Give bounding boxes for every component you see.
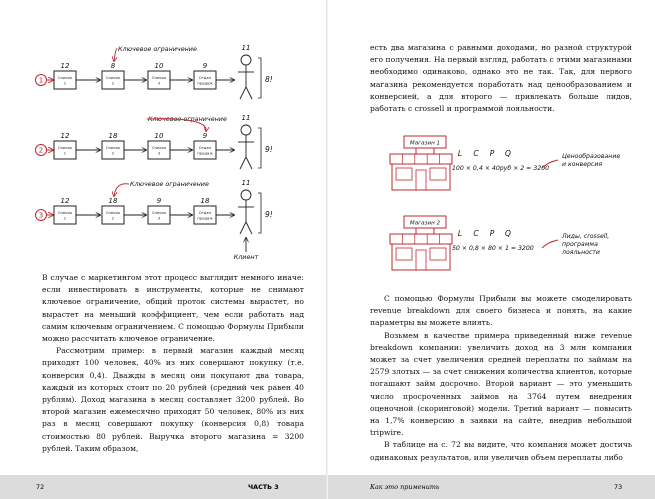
person-leg xyxy=(240,87,246,99)
process-box-label: Отдел xyxy=(198,75,212,80)
running-title: Как это применить xyxy=(370,483,440,491)
process-box-label: 2 xyxy=(111,150,115,156)
final-value: 11 xyxy=(241,179,251,187)
result-bracket xyxy=(258,128,261,168)
right-paragraph-3: Возьмем в качестве примера приведенный ниже revenue breakdown компании: увеличить доход на 3 млн компания может за счет увеличения средней переплаты по займам на 2579 злотых — за счет снижения количества клиентов, которые погашают займ досрочно. Второй вариант — это уменьшить число просроченных займов на 3764 путем внедрения оценочной (скоринговой) модели. Третий вариант — повысить на 1,7% конверсию в заявки на сайте, внедрив небольшой tripwire. xyxy=(370,330,632,438)
process-box-label: Список xyxy=(105,145,121,150)
right-bottom-text xyxy=(370,293,632,464)
process-box-value: 10 xyxy=(154,132,164,140)
section-title: ЧАСТЬ 3 xyxy=(248,483,279,491)
person-head xyxy=(241,190,251,200)
person-leg xyxy=(246,87,252,99)
process-box-label: 3 xyxy=(157,80,161,86)
store-note: лояльности xyxy=(562,249,600,256)
page-number-right: 73 xyxy=(614,483,623,491)
process-box-label: 1 xyxy=(63,150,67,156)
constraint-arrow xyxy=(114,49,117,61)
store-awning xyxy=(390,234,452,244)
formula-letter: Q xyxy=(505,149,511,158)
right-footer xyxy=(328,475,655,499)
stores-illustration xyxy=(328,126,655,284)
process-box-label: Список xyxy=(151,75,167,80)
process-box-value: 18 xyxy=(108,197,118,205)
process-box-label: Список xyxy=(105,75,121,80)
process-box-value: 8 xyxy=(110,62,116,70)
process-box-value: 9 xyxy=(202,62,208,70)
process-box-value: 12 xyxy=(60,62,70,70)
process-box-value: 10 xyxy=(154,62,164,70)
row-label: 2 xyxy=(38,146,44,155)
right-paragraph-2: С помощью Формулы Прибыли вы можете смоделировать revenue breakdown для своего бизнеса и понять, на какие параметры вы можете влиять. xyxy=(370,294,632,328)
process-box-label: Список xyxy=(151,210,167,215)
left-footer xyxy=(0,475,327,499)
left-paragraph-2: Рассмотрим пример: в первый магазин каждый месяц приходят 100 человек, 40% из них совершают покупку (т.е. конверсия 0,4). Дважды в месяц они покупают два товара, каждый из которых стоит по 20 рублей (средний чек равен 40 рублям). Доход магазина в месяц составляет 3200 рублей. Во второй магазин ежемесячно приходят 50 человек, 80% из них раз в месяц совершают покупку (конверсия 0,8) товара стоимостью 80 рублей. Выручка второго магазина = 3200 рублей. Таким образом, xyxy=(42,346,304,453)
formula-letter: P xyxy=(489,229,495,238)
person-leg xyxy=(246,157,252,169)
process-box-label: Список xyxy=(105,210,121,215)
right-page xyxy=(328,0,655,499)
process-box-label: Отдел xyxy=(198,210,212,215)
process-box-value: 18 xyxy=(108,132,118,140)
store-note: и конверсия xyxy=(562,161,603,168)
process-box-value: 9 xyxy=(202,132,208,140)
diagram-row xyxy=(36,179,273,234)
process-box-label: 1 xyxy=(63,80,67,86)
process-box-label: Список xyxy=(151,145,167,150)
store-sign-label: Магазин 2 xyxy=(409,220,441,227)
process-box-label: Список xyxy=(57,210,73,215)
process-box-label: продаж xyxy=(197,150,213,156)
person-icon xyxy=(238,125,254,169)
constraint-annotation: Ключевое ограничение xyxy=(118,45,197,53)
result-bracket xyxy=(258,58,261,98)
result-value: 9! xyxy=(265,145,273,154)
process-box-value: 12 xyxy=(60,132,70,140)
left-paragraph-1: В случае с маркетингом этот процесс выглядит немного иначе: если инвестировать в инструменты, которые не снимают ключевое ограничение, общий проток системы вырастет, но вырастет на меньший коэффициент, чем если работать над самим ключевым ограничением. С помощью Формулы Прибыли можно рассчитать ключевое ограничение. xyxy=(42,273,304,344)
constraint-annotation: Ключевое ограничение xyxy=(130,180,209,188)
result-value: 8! xyxy=(265,75,273,84)
row-label: 3 xyxy=(38,211,44,220)
formula-letter: L xyxy=(457,229,463,238)
process-box-label: 2 xyxy=(111,80,115,86)
page-number-left: 72 xyxy=(36,483,45,491)
store-block xyxy=(390,216,609,270)
process-box-value: 12 xyxy=(60,197,70,205)
process-box-value: 9 xyxy=(156,197,162,205)
result-value: 9! xyxy=(265,210,273,219)
constraint-arrow xyxy=(114,184,129,196)
final-value: 11 xyxy=(241,114,251,122)
person-icon xyxy=(238,190,254,234)
process-box-label: 3 xyxy=(157,150,161,156)
person-leg xyxy=(240,222,246,234)
constraint-diagram xyxy=(0,0,327,262)
person-leg xyxy=(240,157,246,169)
diagram-row xyxy=(36,114,273,169)
formula-letter: L xyxy=(457,149,463,158)
store-note: программа xyxy=(562,241,598,248)
diagram-row xyxy=(36,44,273,99)
row-label: 1 xyxy=(38,76,44,85)
store-note: Лиды, crossell, xyxy=(562,233,610,240)
store-note: Ценообразование xyxy=(562,153,621,160)
person-head xyxy=(241,55,251,65)
process-box-label: продаж xyxy=(197,80,213,86)
right-paragraph-1: есть два магазина с равными доходами, но разной структурой его получения. На первый взгляд, работать с этими магазинами необходимо одинаково, однако это не так. Так, для первого магазина рекомендуется поработать над ценообразованием и конверсией, а для второго — привлекать больше лидов, работать с crossell и программой лояльности. xyxy=(370,43,632,114)
process-box-label: Список xyxy=(57,145,73,150)
note-arrow xyxy=(542,240,558,248)
person-icon xyxy=(238,55,254,99)
store-sign-label: Магазин 1 xyxy=(409,140,441,147)
store-awning xyxy=(390,154,452,164)
person-leg xyxy=(246,222,252,234)
person-head xyxy=(241,125,251,135)
left-body-text xyxy=(42,272,304,455)
process-box-label: 1 xyxy=(63,215,67,221)
left-page xyxy=(0,0,327,499)
final-value: 11 xyxy=(241,44,251,52)
formula-letter: C xyxy=(473,229,479,238)
formula-letter: C xyxy=(473,149,479,158)
process-box-label: 2 xyxy=(111,215,115,221)
result-bracket xyxy=(258,193,261,233)
formula-letter: P xyxy=(489,149,495,158)
process-box-label: продаж xyxy=(197,215,213,221)
right-top-text xyxy=(370,42,632,115)
store-formula: 50 × 0,8 × 80 × 1 = 3200 xyxy=(452,245,534,252)
right-paragraph-4: В таблице на с. 72 вы видите, что компания может достичь одинаковых результатов, или увеличив объем переплаты либо xyxy=(370,440,632,462)
constraint-annotation: Ключевое ограничение xyxy=(148,115,227,123)
process-box-label: 3 xyxy=(157,215,161,221)
store-formula: 100 × 0,4 × 40руб × 2 = 3200 xyxy=(452,165,550,172)
formula-letter: Q xyxy=(505,229,511,238)
client-label: Клиент xyxy=(233,253,259,261)
store-block xyxy=(390,136,620,190)
process-box-label: Отдел xyxy=(198,145,212,150)
process-box-value: 18 xyxy=(200,197,210,205)
process-box-label: Список xyxy=(57,75,73,80)
